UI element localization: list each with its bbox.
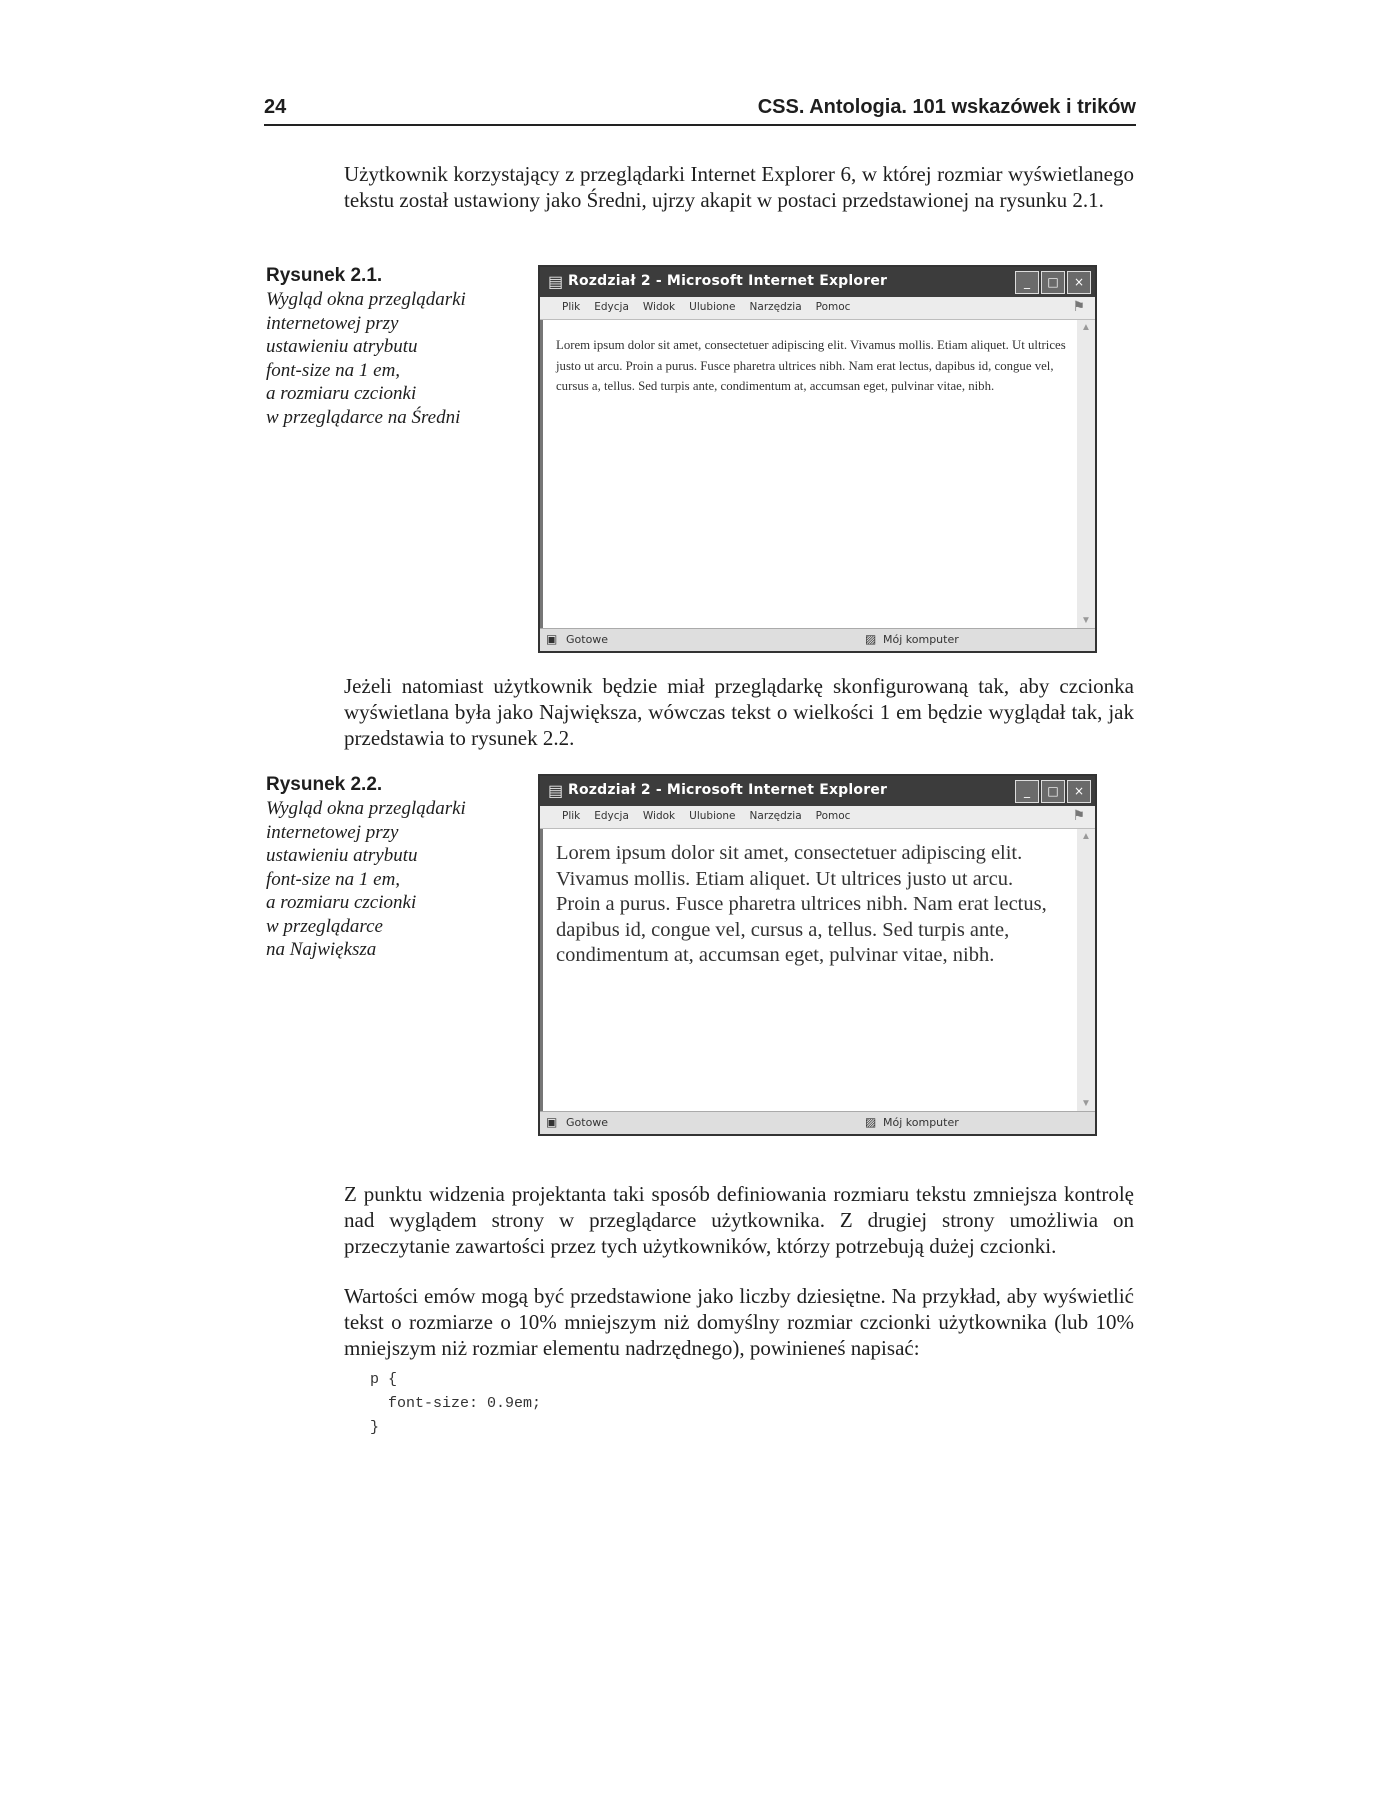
page-content-area [540,829,1095,1111]
page-header [264,96,1136,126]
window-title: Rozdział 2 - Microsoft Internet Explorer [568,782,888,798]
scroll-down-arrow-icon[interactable]: ▼ [1081,1098,1091,1109]
computer-zone-icon: ▨ [865,1115,877,1129]
window-controls [1015,271,1091,294]
menu-narzedzia[interactable]: Narzędzia [749,301,802,313]
browser-window-figure-2-2 [538,774,1097,1136]
status-text: Gotowe [566,633,609,646]
window-title: Rozdział 2 - Microsoft Internet Explorer [568,273,888,289]
scroll-up-arrow-icon[interactable]: ▲ [1081,831,1091,842]
maximize-button[interactable]: □ [1041,271,1065,294]
paragraph-designer-view: Z punktu widzenia projektanta taki sposób definiowania rozmiaru tekstu zmniejsza kontrolę nad wyglądem strony w przeglądarce użytkownika. Z drugiej strony umożliwia on przeczytanie zawartości przez tych użytkowników, którzy potrzebują dużej czcionki. [344,1182,1134,1258]
windows-flag-icon: ⚑ [1072,809,1085,824]
paragraph-largest: Jeżeli natomiast użytkownik będzie miał przeglądarkę skonfigurowaną tak, aby czcionka wyświetlana była jako Największa, wówczas tekst o wielkości 1 em będzie wyglądał tak, jak przedstawia to rysunek 2.2. [344,674,1134,750]
close-button[interactable]: × [1067,271,1091,294]
menu-widok[interactable]: Widok [642,301,676,313]
figure-caption-2-1 [266,264,496,429]
menu-bar [540,297,1095,320]
minimize-button[interactable]: _ [1015,780,1039,803]
menu-edycja[interactable]: Edycja [594,301,629,313]
menu-pomoc[interactable]: Pomoc [815,301,851,313]
ie-page-icon: ▤ [548,274,564,291]
menu-edycja[interactable]: Edycja [594,810,629,822]
page-content-area [540,320,1095,628]
menu-ulubione[interactable]: Ulubione [689,810,736,822]
figure-caption-text: Wygląd okna przeglądarki internetowej przy ustawieniu atrybutu font-size na 1 em, a rozmiaru czcionki w przeglądarce na Średni [266,289,466,428]
menu-narzedzia[interactable]: Narzędzia [749,810,802,822]
menu-plik[interactable]: Plik [562,301,581,313]
ie-page-icon: ▤ [548,783,564,800]
computer-zone-icon: ▨ [865,632,877,646]
status-text: Gotowe [566,1116,609,1129]
lorem-paragraph: Lorem ipsum dolor sit amet, consectetuer adipiscing elit. Vivamus mollis. Etiam aliquet. Ut ultrices justo ut arcu. Proin a purus. Fusce pharetra ultrices nibh. Nam erat lectus, dapibus id, congue vel, cursus a, tellus. Sed turpis ante, condimentum at, accumsan eget, pulvinar vitae, nibh. [556,842,1047,966]
scroll-up-arrow-icon[interactable]: ▲ [1081,322,1091,333]
browser-window-figure-2-1 [538,265,1097,653]
windows-flag-icon: ⚑ [1072,300,1085,315]
menu-ulubione[interactable]: Ulubione [689,301,736,313]
figure-caption-2-2 [266,773,496,962]
menu-bar [540,806,1095,829]
running-title: CSS. Antologia. 101 wskazówek i trików [757,96,1136,118]
minimize-button[interactable]: _ [1015,271,1039,294]
menu-widok[interactable]: Widok [642,810,676,822]
zone-text: Mój komputer [883,1116,959,1129]
window-titlebar [540,776,1095,806]
status-bar [540,1111,1095,1134]
zone-text: Mój komputer [883,633,959,646]
window-controls [1015,780,1091,803]
close-button[interactable]: × [1067,780,1091,803]
figure-label: Rysunek 2.2. [266,774,383,795]
scroll-down-arrow-icon[interactable]: ▼ [1081,615,1091,626]
page-status-icon: ▣ [546,632,558,646]
paragraph-decimal-ems: Wartości emów mogą być przedstawione jako liczby dziesiętne. Na przykład, aby wyświetlić tekst o rozmiarze o 10% mniejszym niż domyślny rozmiar czcionki użytkownika (lub 10% mniejszym niż rozmiar elementu nadrzędnego), powinieneś napisać: [344,1284,1134,1360]
window-titlebar [540,267,1095,297]
figure-label: Rysunek 2.1. [266,265,383,286]
menu-plik[interactable]: Plik [562,810,581,822]
figure-caption-text: Wygląd okna przeglądarki internetowej przy ustawieniu atrybutu font-size na 1 em, a rozmiaru czcionki w przeglądarce na Największa [266,798,466,960]
css-code-block: p { font-size: 0.9em; } [370,1371,542,1436]
paragraph-intro: Użytkownik korzystający z przeglądarki Internet Explorer 6, w której rozmiar wyświetlanego tekstu został ustawiony jako Średni, ujrzy akapit w postaci przedstawionej na rysunku 2.1. [344,162,1134,212]
lorem-paragraph: Lorem ipsum dolor sit amet, consectetuer adipiscing elit. Vivamus mollis. Etiam aliquet. Ut ultrices justo ut arcu. Proin a purus. Fusce pharetra ultrices nibh. Nam erat lectus, dapibus id, congue vel, cursus a, tellus. Sed turpis ante, condimentum at, accumsan eget, pulvinar vitae, nibh. [556,338,1066,393]
page-number: 24 [264,96,287,118]
page-status-icon: ▣ [546,1115,558,1129]
menu-pomoc[interactable]: Pomoc [815,810,851,822]
status-bar [540,628,1095,651]
maximize-button[interactable]: □ [1041,780,1065,803]
